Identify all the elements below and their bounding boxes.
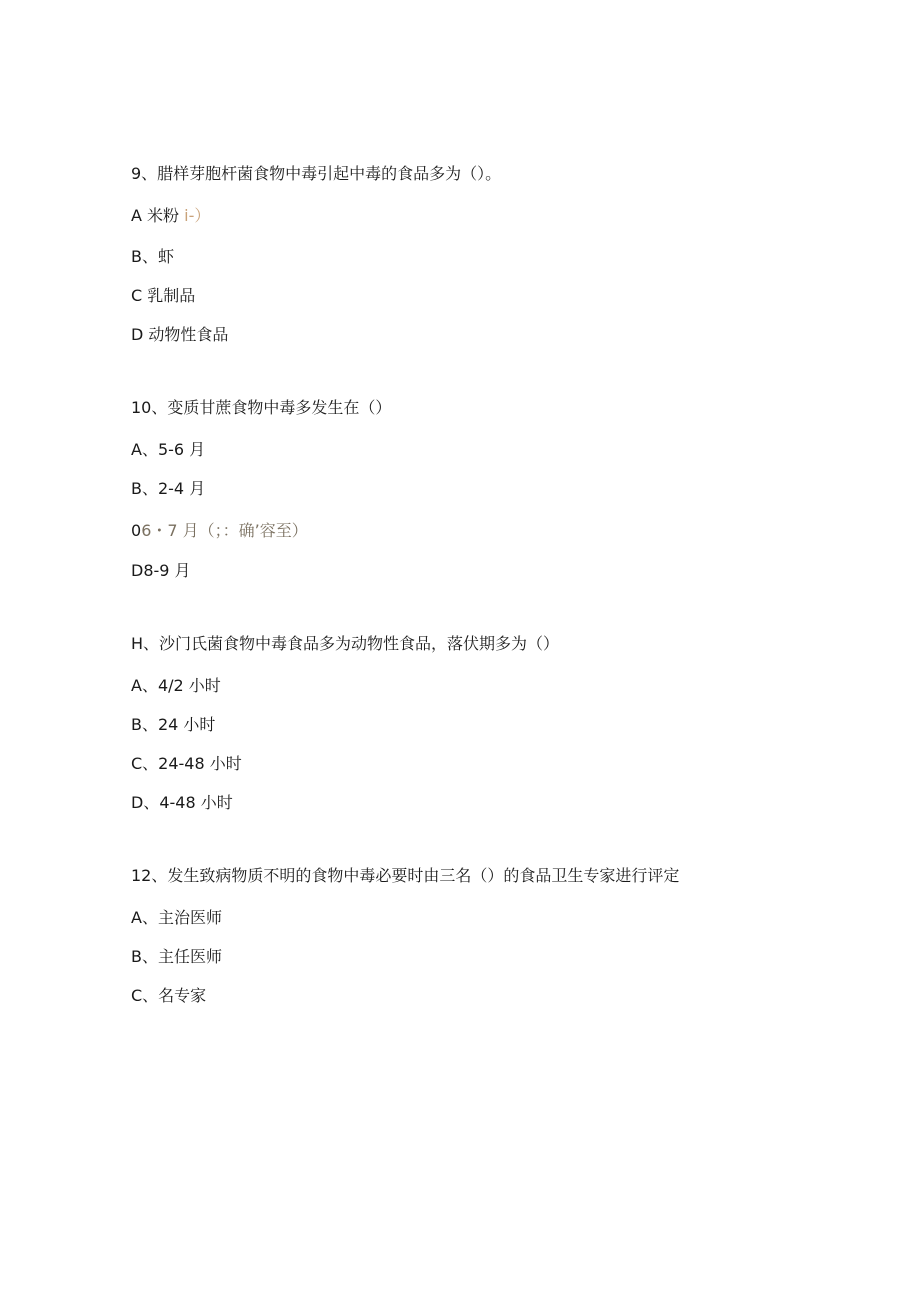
question-10-option-b: B、2-4 月 — [131, 479, 206, 498]
option-text: 0 — [131, 521, 142, 540]
question-11-stem: H、沙门氏菌食物中毒食品多为动物性食品，落伏期多为（） — [131, 634, 560, 653]
question-11-option-d: D、4-48 小时 — [131, 793, 233, 812]
question-10-option-a: A、5-6 月 — [131, 440, 206, 459]
question-10-option-c — [131, 521, 308, 541]
option-text: A 米粉 — [131, 206, 180, 225]
question-11-option-a: A、4/2 小时 — [131, 676, 221, 695]
option-extra: 6・7 月（；：确’容至） — [141, 521, 308, 540]
question-9-stem: 9、腊样芽胞杆菌食物中毒引起中毒的食品多为（）。 — [131, 164, 502, 183]
question-12-option-b: B、主任医师 — [131, 947, 222, 966]
question-12-option-c: C、名专家 — [131, 986, 207, 1005]
question-9-option-c: C 乳制品 — [131, 286, 196, 305]
question-12-option-a: A、主治医师 — [131, 908, 222, 927]
question-11-option-c: C、24-48 小时 — [131, 754, 242, 773]
question-9-option-a — [131, 206, 210, 226]
question-11-option-b: B、24 小时 — [131, 715, 216, 734]
option-extra: i-） — [184, 206, 211, 225]
question-12-stem: 12、发生致病物质不明的食物中毒必要时由三名（）的食品卫生专家进行评定 — [131, 866, 680, 885]
question-9-option-b: B、虾 — [131, 247, 174, 266]
question-9-option-d: D 动物性食品 — [131, 325, 229, 344]
question-10-option-d: D8-9 月 — [131, 561, 191, 580]
question-10-stem: 10、变质甘蔗食物中毒多发生在（） — [131, 398, 392, 417]
